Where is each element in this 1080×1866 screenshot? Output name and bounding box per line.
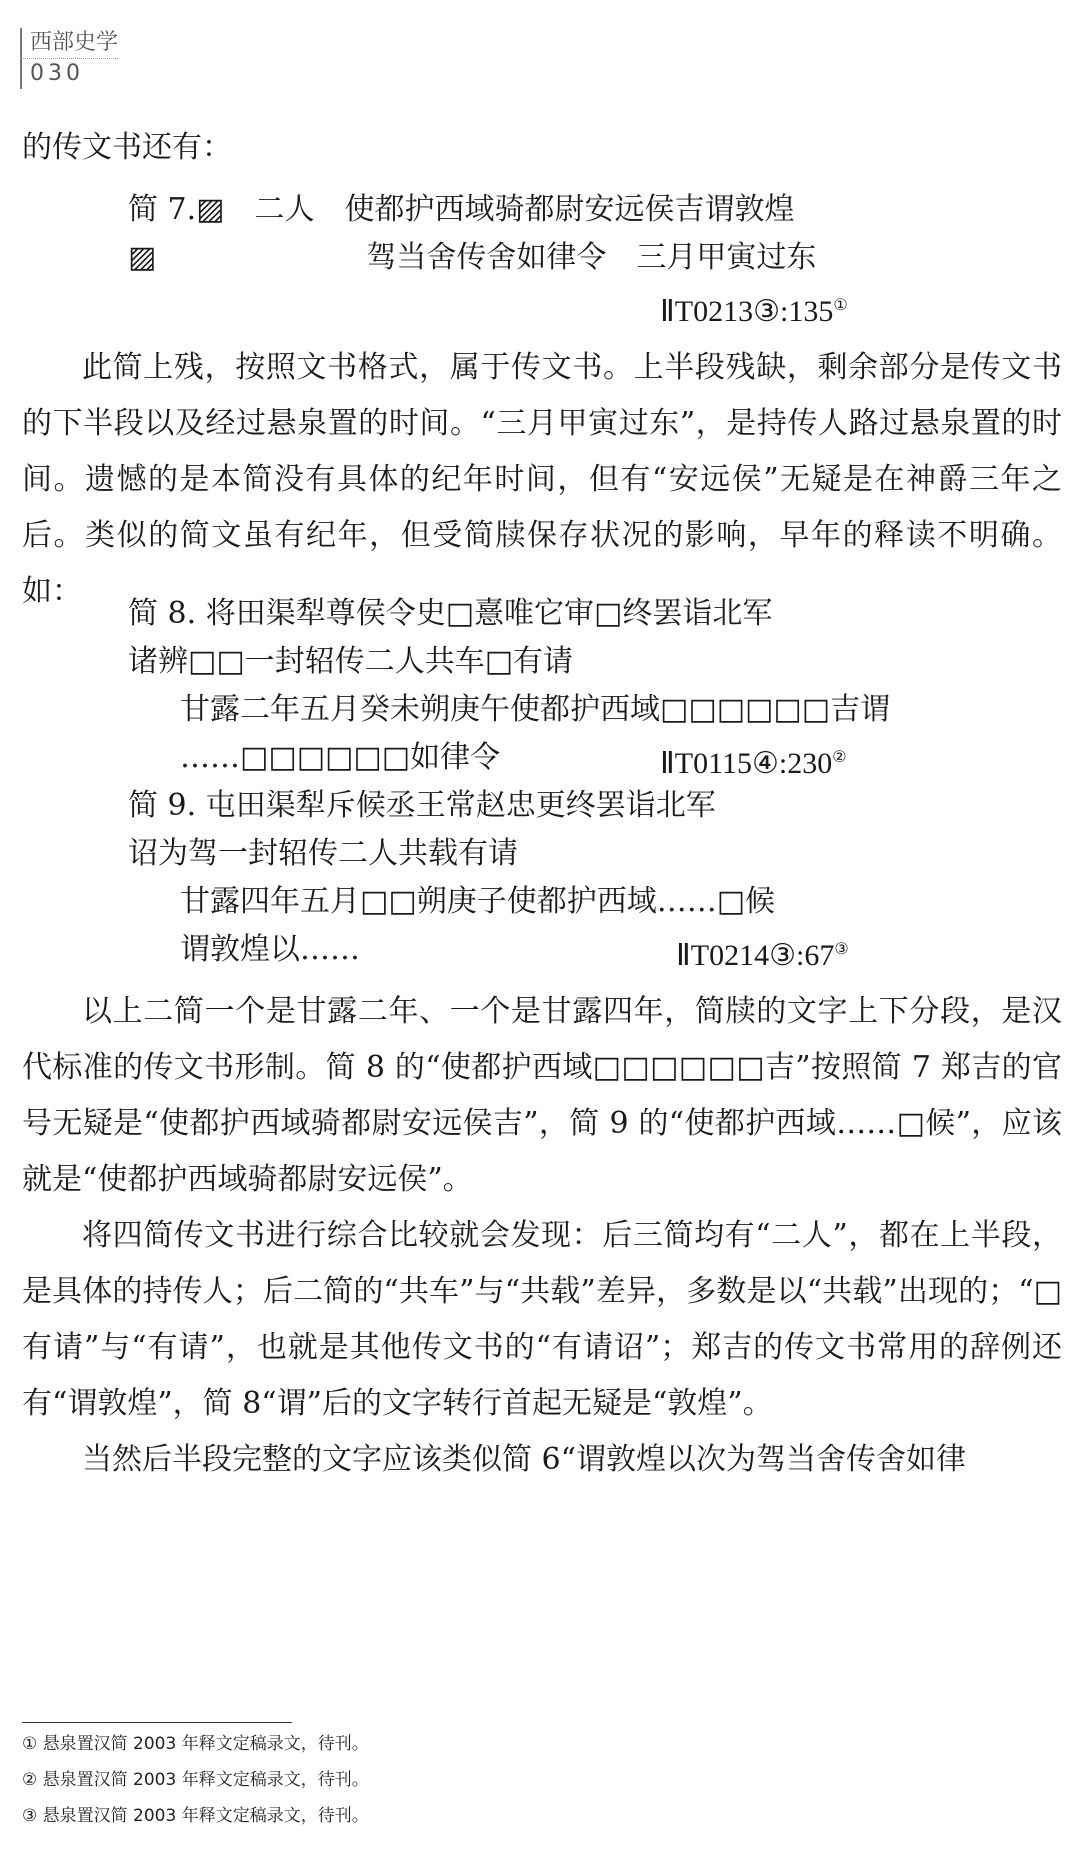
slip7-line1: 简 7.▨ 二人 使都护西域骑都尉安远侯吉谓敦煌 [128,192,795,227]
slip7-ref-text: ⅡT0213③:135 [660,295,834,328]
paragraph-1: 此简上残，按照文书格式，属于传文书。上半段残缺，剩余部分是传文书的下半段以及经过悬泉置的时间。“三月甲寅过东”，是持传人路过悬泉置的时间。遗憾的是本简没有具体的纪年时间，但有“安远侯”无疑是在神爵三年之后。类似的简文虽有纪年，但受简牍保存状况的影响，早年的释读不明确。如： [22,350,1062,609]
slip7-line2: ▨ 驾当舍传舍如律令 三月甲寅过东 [128,240,817,275]
intro-tail: 的传文书还有： [22,130,232,165]
slip9-line2: 诏为驾一封轺传二人共载有请 [128,836,518,871]
slip7-ref [660,286,848,332]
running-header [20,28,118,89]
slip8-ref [660,738,847,784]
footnote-1: ① 悬泉置汉简 2003 年释文定稿录文，待刊。 [22,1734,369,1754]
slip8-line4: ……□□□□□□如律令 [180,740,501,775]
slip9-ref [676,930,849,976]
slip8-ref-text: ⅡT0115④:230 [660,747,833,780]
journal-title: 西部史学 [20,28,118,59]
slip9-fn-mark: ③ [834,941,849,958]
page-number: 030 [20,59,118,89]
slip9-line3: 甘露四年五月□□朔庚子使都护西域……□候 [180,884,776,919]
paragraph-2: 以上二简一个是甘露二年、一个是甘露四年，简牍的文字上下分段，是汉代标准的传文书形制。简 8 的“使都护西域□□□□□□吉”按照简 7 郑吉的官号无疑是“使都护西域骑都尉安远侯吉”，简 9 的“使都护西域……□候”，应该就是“使都护西域骑都尉安远侯”。 [22,994,1062,1197]
slip8-line3: 甘露二年五月癸未朔庚午使都护西域□□□□□□吉谓 [180,692,891,727]
slip9-ref-text: ⅡT0214③:67 [676,939,835,972]
slip8-fn-mark: ② [832,749,847,766]
slip8-line1: 简 8. 将田渠犁尊侯令史□憙唯它审□终罢诣北军 [128,596,773,631]
footnote-rule [22,1722,292,1723]
paragraph-4: 当然后半段完整的文字应该类似简 6“谓敦煌以次为驾当舍传舍如律 [82,1442,966,1477]
footnote-2: ② 悬泉置汉简 2003 年释文定稿录文，待刊。 [22,1770,369,1790]
slip8-line2: 诸辨□□一封轺传二人共车□有请 [128,644,574,679]
paragraph-3: 将四简传文书进行综合比较就会发现：后三简均有“二人”，都在上半段，是具体的持传人；后二简的“共车”与“共载”差异，多数是以“共载”出现的；“□有请”与“有请”，也就是其他传文书的“有请诏”；郑吉的传文书常用的辞例还有“谓敦煌”，简 8“谓”后的文字转行首起无疑是“敦煌”。 [22,1218,1062,1421]
slip9-line4: 谓敦煌以…… [180,932,360,967]
slip9-line1: 简 9. 屯田渠犁斥候丞王常赵忠更终罢诣北军 [128,788,716,823]
slip7-fn-mark: ① [833,297,848,314]
footnote-3: ③ 悬泉置汉简 2003 年释文定稿录文，待刊。 [22,1806,369,1826]
